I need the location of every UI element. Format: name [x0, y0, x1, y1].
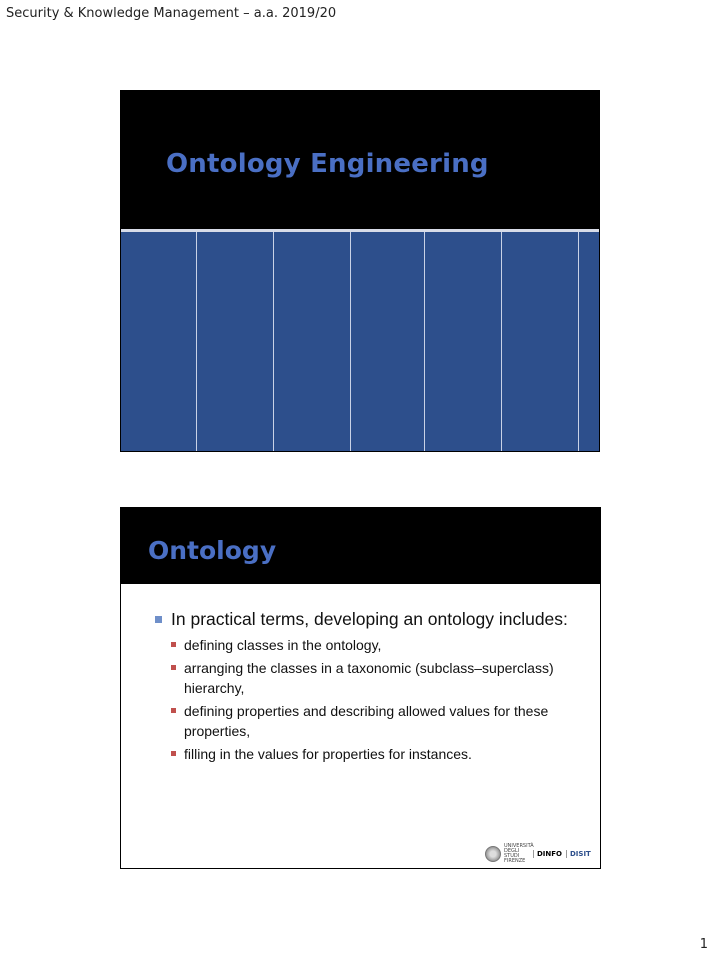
band-stripe: [425, 232, 502, 452]
bullet-square-icon: [171, 665, 176, 670]
slide-ontology-engineering: [120, 90, 600, 452]
list-item: [171, 635, 575, 655]
page-number: 1: [699, 937, 708, 952]
slide-ontology: [120, 507, 601, 869]
band-stripe: [502, 232, 579, 452]
list-item: [171, 701, 575, 741]
band-stripe: [351, 232, 425, 452]
sub-bullet-list: [171, 635, 575, 764]
band-stripe: [274, 232, 351, 452]
university-seal-icon: [485, 846, 501, 862]
main-bullet-text: In practical terms, developing an ontology includes:: [171, 609, 568, 629]
list-item-text: filling in the values for properties for instances.: [184, 746, 472, 762]
footer-logos: [485, 844, 594, 864]
bullet-square-icon: [155, 616, 162, 623]
list-item-text: defining classes in the ontology,: [184, 637, 382, 653]
list-item-text: defining properties and describing allowed values for these properties,: [184, 703, 549, 739]
disit-logo: DISIT: [566, 850, 594, 858]
dinfo-logo: DINFO: [533, 850, 563, 858]
course-header: Security & Knowledge Management – a.a. 2019/20: [6, 6, 337, 21]
list-item-text: arranging the classes in a taxonomic (subclass–superclass) hierarchy,: [184, 660, 554, 696]
bullet-square-icon: [171, 708, 176, 713]
band-stripe: [197, 232, 274, 452]
university-logo: UNIVERSITÀ DEGLI STUDI FIRENZE: [504, 843, 534, 864]
list-item: [171, 658, 575, 698]
decorative-band: [121, 232, 599, 452]
main-bullet: [155, 608, 575, 631]
band-stripe: [579, 232, 599, 452]
bullet-square-icon: [171, 642, 176, 647]
band-stripe: [121, 232, 197, 452]
slide-content: [155, 608, 575, 767]
bullet-square-icon: [171, 751, 176, 756]
slide-title: Ontology: [148, 536, 277, 565]
list-item: [171, 744, 575, 764]
slide-title: Ontology Engineering: [166, 149, 489, 179]
